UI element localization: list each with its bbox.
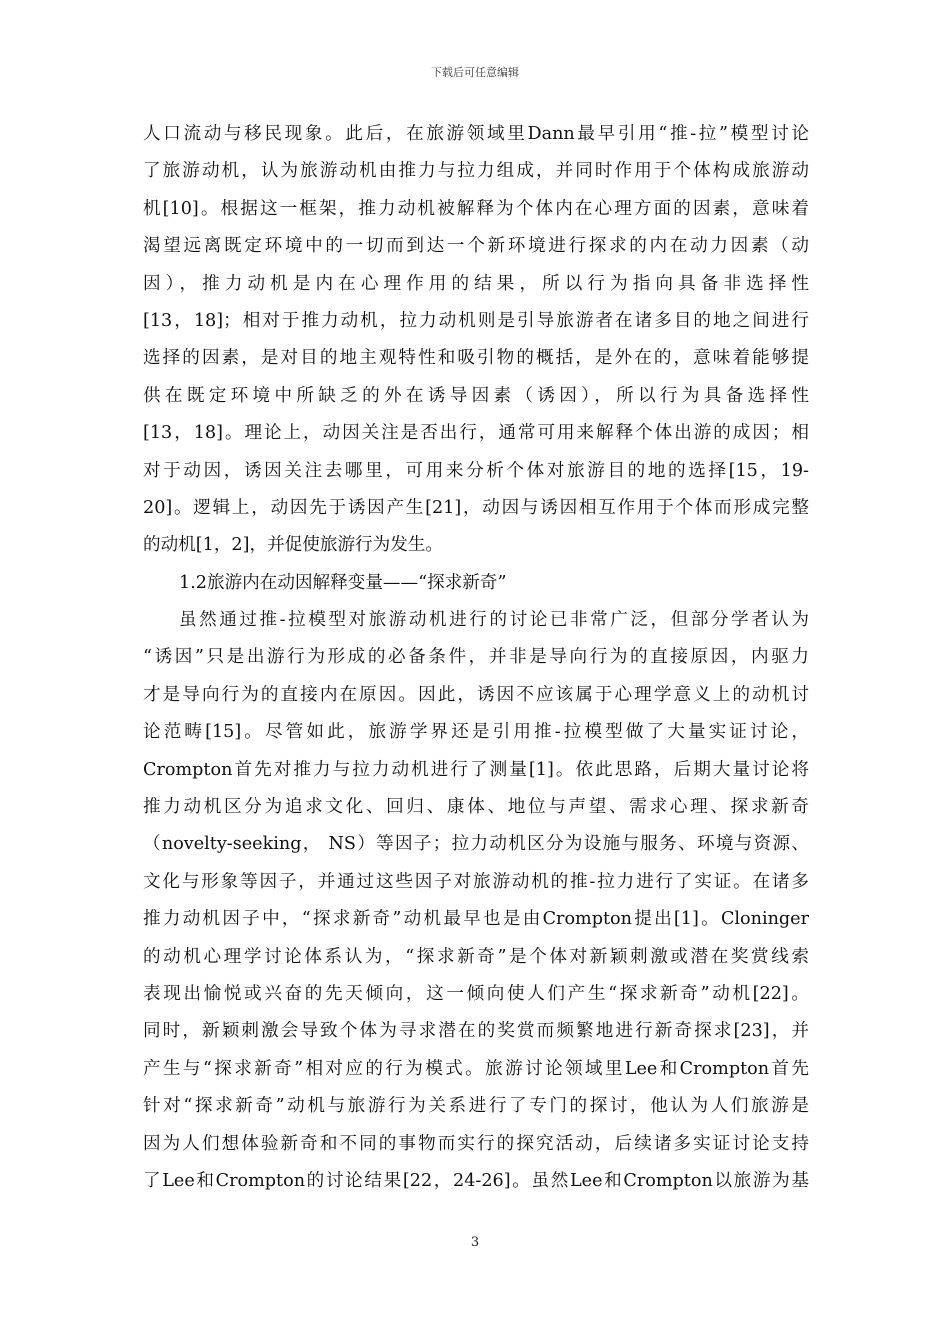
text-line: 才是导向行为的直接内在原因。因此，诱因不应该属于心理学意义上的动机讨 — [143, 684, 809, 705]
text-line: 因），推力动机是内在心理作用的结果，所以行为指向具备非选择性 — [143, 273, 809, 294]
text-line: 推力动机因子中，“探求新奇”动机最早也是由Crompton提出[1]。Cloninger — [143, 909, 809, 930]
section-heading: 1.2旅游内在动因解释变量——“探求新奇” — [179, 572, 507, 593]
text-line: 选择的因素，是对目的地主观特性和吸引物的概括，是外在的，意味着能够提 — [143, 348, 809, 369]
text-line: 人口流动与移民现象。此后，在旅游领域里Dann最早引用“推-拉”模型讨论 — [143, 124, 809, 144]
text-line: 的动机心理学讨论体系认为，“探求新奇”是个体对新颖刺激或潜在奖赏线索 — [143, 946, 809, 967]
text-line: （novelty-seeking， NS）等因子；拉力动机区分为设施与服务、环境与资源、 — [143, 834, 809, 855]
text-line: 对于动因，诱因关注去哪里，可用来分析个体对旅游目的地的选择[15，19- — [143, 460, 809, 481]
text-line: 产生与“探求新奇”相对应的行为模式。旅游讨论领域里Lee和Crompton首先 — [143, 1058, 809, 1079]
text-line: 论范畴[15]。尽管如此，旅游学界还是引用推-拉模型做了大量实证讨论， — [143, 722, 809, 743]
text-line: 针对“探求新奇”动机与旅游行为关系进行了专门的探讨，他认为人们旅游是 — [143, 1096, 809, 1117]
document-body — [143, 116, 809, 1200]
text-line: [13，18]；相对于推力动机，拉力动机则是引导旅游者在诸多目的地之间进行 — [143, 310, 809, 331]
page-number: 3 — [470, 1235, 480, 1250]
text-line: 因为人们想体验新奇和不同的事物而实行的探究活动，后续诸多实证讨论支持 — [143, 1133, 809, 1154]
text-line: 了Lee和Crompton的讨论结果[22，24-26]。虽然Lee和Crompton以旅游为基 — [143, 1170, 809, 1191]
text-line: [13，18]。理论上，动因关注是否出行，通常可用来解释个体出游的成因；相 — [143, 423, 809, 444]
text-line: 虽然通过推-拉模型对旅游动机进行的讨论已非常广泛，但部分学者认为 — [179, 610, 809, 631]
text-line: 的动机[1，2]，并促使旅游行为发生。 — [143, 535, 444, 556]
text-line: 机[10]。根据这一框架，推力动机被解释为个体内在心理方面的因素，意味着 — [143, 198, 809, 219]
text-line: 表现出愉悦或兴奋的先天倾向，这一倾向使人们产生“探求新奇”动机[22]。 — [143, 983, 809, 1004]
page-header: 下载后可任意编辑 — [431, 66, 519, 79]
text-line: Crompton首先对推力与拉力动机进行了测量[1]。依此思路，后期大量讨论将 — [143, 759, 809, 780]
text-line: 供在既定环境中所缺乏的外在诱导因素（诱因），所以行为具备选择性 — [143, 385, 809, 406]
text-line: 了旅游动机，认为旅游动机由推力与拉力组成，并同时作用于个体构成旅游动 — [143, 161, 809, 182]
text-line: 推力动机区分为追求文化、回归、康体、地位与声望、需求心理、探求新奇 — [143, 797, 809, 818]
text-line: “诱因”只是出游行为形成的必备条件，并非是导向行为的直接原因，内驱力 — [143, 647, 809, 668]
text-line: 20]。逻辑上，动因先于诱因产生[21]，动因与诱因相互作用于个体而形成完整 — [143, 497, 809, 518]
text-line: 渴望远离既定环境中的一切而到达一个新环境进行探求的内在动力因素（动 — [143, 236, 809, 257]
text-line: 同时，新颖刺激会导致个体为寻求潜在的奖赏而频繁地进行新奇探求[23]，并 — [143, 1021, 809, 1042]
text-line: 文化与形象等因子，并通过这些因子对旅游动机的推-拉力进行了实证。在诸多 — [143, 871, 809, 892]
